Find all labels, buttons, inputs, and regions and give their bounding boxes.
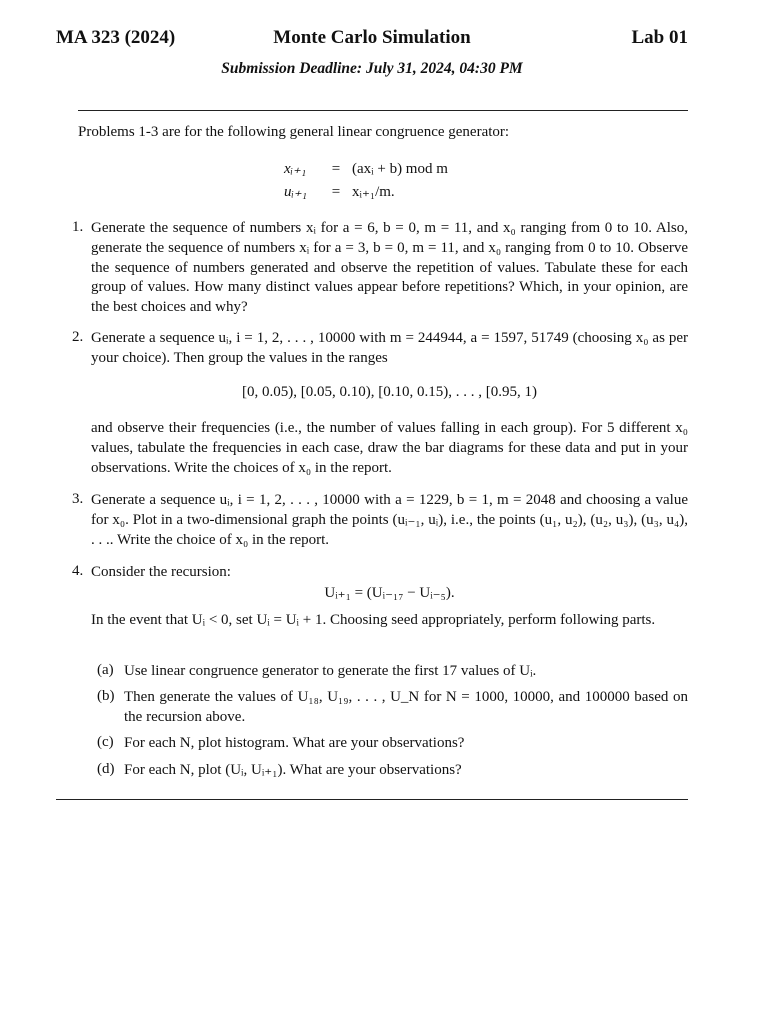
- top-divider: [78, 110, 688, 111]
- part-c-label: (c): [97, 734, 114, 750]
- page-header: [56, 27, 688, 51]
- problem-2-number: 2.: [72, 329, 84, 345]
- part-a-label: (a): [97, 662, 114, 678]
- problem-4-recursion: Uᵢ₊₁ = (Uᵢ₋₁₇ − Uᵢ₋₅).: [324, 585, 455, 601]
- equation-rhs: xᵢ₊₁/m.: [352, 184, 395, 200]
- problem-3-text: Generate a sequence uᵢ, i = 1, 2, . . . , 10000 with a = 1229, b = 1, m = 2048 and choosing a value for x₀. Plot in a two-dimensional graph the points (uᵢ₋₁, uᵢ), i.e., the points (u₁, u₂), (u₂, u₃), (u₃, u₄), . . .. Write the choice of x₀ in the report.: [91, 492, 688, 548]
- part-c-text: For each N, plot histogram. What are your observations?: [124, 735, 465, 751]
- intro-text: Problems 1-3 are for the following general linear congruence generator:: [78, 124, 510, 140]
- bottom-divider: [56, 799, 688, 800]
- part-b-text: Then generate the values of U₁₈, U₁₉, . . . , U_N for N = 1000, 10000, and 100000 based on the recursion above.: [124, 689, 688, 725]
- part-d-label: (d): [97, 761, 115, 777]
- problem-4-number: 4.: [72, 563, 84, 579]
- lcg-equations: [284, 158, 448, 204]
- submission-deadline: Submission Deadline: July 31, 2024, 04:30 PM: [221, 60, 523, 77]
- document-title: Monte Carlo Simulation: [273, 27, 471, 48]
- lab-number: Lab 01: [631, 27, 688, 48]
- course-code: MA 323 (2024): [56, 27, 176, 48]
- part-a-text: Use linear congruence generator to generate the first 17 values of Uᵢ.: [124, 663, 537, 679]
- equation-op: =: [331, 184, 341, 200]
- problem-2-text-continued: and observe their frequencies (i.e., the number of values falling in each group). For 5 different x₀ values, tabulate the frequencies in each case, draw the bar diagrams for these data and put in your observations. Write the choices of x₀ in the report.: [91, 420, 688, 476]
- problem-2-text: Generate a sequence uᵢ, i = 1, 2, . . . , 10000 with m = 244944, a = 1597, 51749 (choosing x₀ as per your choice). Then group the values in the ranges: [91, 330, 688, 366]
- problem-1-text: Generate the sequence of numbers xᵢ for a = 6, b = 0, m = 11, and x₀ ranging from 0 to 10. Also, generate the sequence of numbers xᵢ for a = 3, b = 0, m = 11, and x₀ ranging from 0 to 10. Observe the sequence of numbers generated and observe the repetition of values. Tabulate these for each group of values. How many distinct values appear before repetitions? Which, in your opinion, are the best choices and why?: [91, 220, 688, 316]
- equation-rhs: (axᵢ + b) mod m: [352, 161, 448, 177]
- equation-op: =: [331, 161, 341, 177]
- equation-row: [284, 181, 448, 204]
- problem-4-text: Consider the recursion:: [91, 564, 231, 580]
- part-b-label: (b): [97, 688, 115, 704]
- equation-lhs: xᵢ₊₁: [284, 161, 307, 177]
- problem-4-text-continued: In the event that Uᵢ < 0, set Uᵢ = Uᵢ + 1. Choosing seed appropriately, perform following parts.: [91, 612, 656, 628]
- problem-2-ranges: [0, 0.05), [0.05, 0.10), [0.10, 0.15), . . . , [0.95, 1): [242, 384, 537, 400]
- equation-row: [284, 158, 448, 181]
- problem-3-number: 3.: [72, 491, 84, 507]
- part-d-text: For each N, plot (Uᵢ, Uᵢ₊₁). What are your observations?: [124, 762, 462, 778]
- equation-lhs: uᵢ₊₁: [284, 184, 308, 200]
- problem-1-number: 1.: [72, 219, 84, 235]
